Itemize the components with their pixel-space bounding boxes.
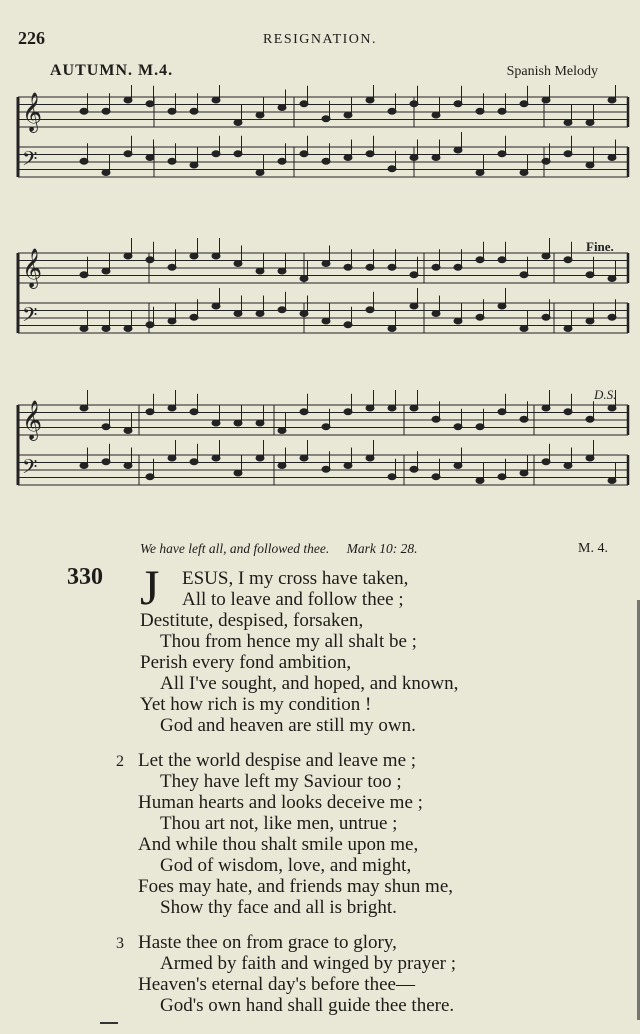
verse-line: Haste thee on from grace to glory,	[138, 932, 397, 953]
scripture-epigraph	[140, 541, 417, 557]
svg-text:𝄞: 𝄞	[22, 92, 43, 132]
printer-mark	[100, 1022, 118, 1024]
scripture-reference: Mark 10: 28.	[346, 541, 418, 556]
verse-line: God and heaven are still my own.	[160, 715, 416, 736]
verse-line: Heaven's eternal day's before thee—	[138, 974, 415, 995]
ds-marking: D.S.	[594, 387, 617, 402]
stanza-number: 3	[116, 935, 124, 952]
verse-line: ESUS, I my cross have taken,	[182, 568, 409, 589]
verse-line: Destitute, despised, forsaken,	[140, 610, 364, 631]
verse-line: And while thou shalt smile upon me,	[138, 834, 419, 855]
hymn-number: 330	[67, 564, 103, 590]
verse-line: They have left my Saviour too ;	[160, 771, 402, 792]
running-title: RESIGNATION.	[262, 32, 378, 47]
svg-text:𝄞: 𝄞	[22, 248, 43, 288]
verse-line: God's own hand shall guide thee there.	[160, 995, 455, 1016]
verse-line: Armed by faith and winged by prayer ;	[160, 953, 456, 974]
verse-line: Show thy face and all is bright.	[160, 897, 397, 918]
verse-line: Yet how rich is my condition !	[140, 694, 372, 715]
scripture-text: We have left all, and followed thee.	[140, 541, 330, 556]
verse-line: Human hearts and looks deceive me ;	[138, 792, 423, 813]
fine-marking: Fine.	[586, 239, 614, 254]
stanza-number: 2	[116, 753, 124, 770]
meter-label: M. 4.	[578, 541, 608, 556]
verse-line: God of wisdom, love, and might,	[160, 855, 412, 876]
verse-line: All to leave and follow thee ;	[182, 589, 404, 610]
verse-line: Let the world despise and leave me ;	[138, 750, 417, 771]
svg-text:𝄢: 𝄢	[22, 303, 38, 331]
svg-text:𝄞: 𝄞	[22, 400, 43, 440]
verse-line: Foes may hate, and friends may shun me,	[138, 876, 454, 897]
page-number: 226	[18, 28, 45, 48]
verse-line: All I've sought, and hoped, and known,	[160, 673, 459, 694]
tune-source: Spanish Melody	[506, 64, 598, 79]
svg-text:𝄢: 𝄢	[22, 455, 38, 483]
music-score	[14, 85, 634, 525]
verse-line: Thou art not, like men, untrue ;	[160, 813, 398, 834]
tune-name: AUTUMN. M.4.	[50, 62, 174, 79]
drop-cap: J	[140, 559, 160, 615]
verse-line: Perish every fond ambition,	[140, 652, 352, 673]
verse-line: Thou from hence my all shalt be ;	[160, 631, 417, 652]
svg-text:𝄢: 𝄢	[22, 147, 38, 175]
